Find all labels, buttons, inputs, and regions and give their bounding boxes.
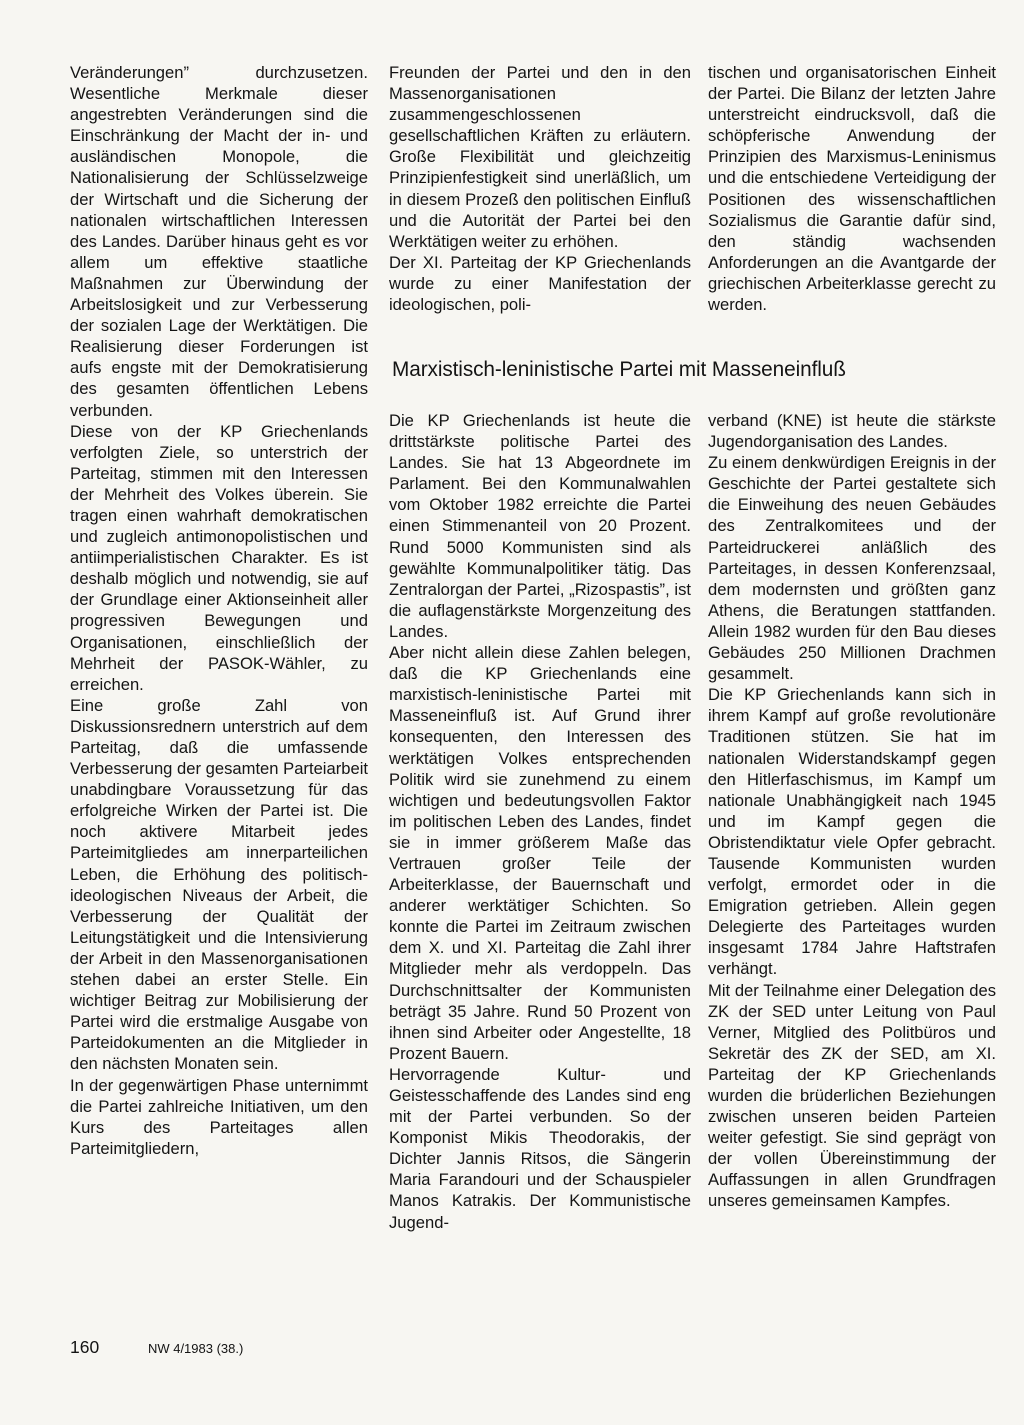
paragraph: Eine große Zahl von Diskussionsrednern unterstrich auf dem Parteitag, daß die umfassende Verbesserung der gesamten Parteiarbeit unabdingbare Voraussetzung für das erfolgreiche Wirken der Partei ist. Die noch aktivere Mitarbeit jedes Parteimitgliedes am innerparteilichen Leben, die Erhöhung des politisch-ideologischen Niveaus der Arbeit, die Verbesserung der Qualität der Leitungstätigkeit und die Intensivierung der Arbeit in den Massenorganisationen stehen dabei an erster Stelle. Ein wichtiger Beitrag zur Mobilisierung der Partei wird die erstmalige Ausgabe von Parteidokumenten an die Mitglieder in den nächsten Monaten sein. bbox=[70, 695, 368, 1074]
paragraph: Freunden der Partei und den in den Massenorganisationen zusammengeschlossenen gesellschaftlichen Kräften zu erläutern. Große Flexibilität und gleichzeitig Prinzipienfestigkeit sind unerläßlich, um in diesem Prozeß den politischen Einfluß und die Autorität der Partei bei den Werktätigen weiter zu erhöhen. bbox=[389, 63, 691, 251]
column-3-top bbox=[708, 62, 996, 315]
column-1 bbox=[70, 62, 368, 1159]
paragraph: tischen und organisatorischen Einheit der Partei. Die Bilanz der letzten Jahre unterstreicht eindrucksvoll, daß die schöpferische Anwendung der Prinzipien des Marxismus-Leninismus und die entschiedene Verteidigung der Positionen des wissenschaftlichen Sozialismus die Garantie dafür sind, den ständig wachsenden Anforderungen an die Avantgarde der griechischen Arbeiterklasse gerecht zu werden. bbox=[708, 63, 996, 315]
journal-reference: NW 4/1983 (38.) bbox=[147, 1341, 244, 1356]
paragraph: verband (KNE) ist heute die stärkste Jugendorganisation des Landes. bbox=[708, 411, 996, 452]
paragraph: Die KP Griechenlands kann sich in ihrem Kampf auf große revolutionäre Traditionen stützen. Sie hat im nationalen Widerstandskampf gegen den Hitlerfaschismus, im Kampf um nationale Unabhängigkeit nach 1945 und im Kampf gegen die Obristendiktatur viele Opfer gebracht. Tausende Kommunisten wurden verfolgt, ermordet oder in die Emigration getrieben. Allein gegen Delegierte des Parteitages wurden insgesamt 1784 Jahre Haftstrafen verhängt. bbox=[708, 685, 996, 979]
paragraph: Zu einem denkwürdigen Ereignis in der Geschichte der Partei gestaltete sich die Einweihung des neuen Gebäudes des Zentralkomitees und der Parteidruckerei anläßlich des Parteitages, in dessen Konferenzsaal, dem modernsten und größten ganz Athens, die Beratungen stattfanden. Allein 1982 wurden für den Bau dieses Gebäudes 250 Millionen Drachmen gesammelt. bbox=[708, 453, 996, 684]
page-number: 160 bbox=[70, 1337, 100, 1357]
paragraph: Diese von der KP Griechenlands verfolgten Ziele, so unterstrich der Parteitag, stimmen mit den Interessen der Mehrheit des Volkes überein. Sie tragen einen wahrhaft demokratischen und zugleich antimonopolistischen und antiimperialistischen Charakter. Es ist deshalb möglich und notwendig, sie auf der Grundlage einer Aktionseinheit aller progressiven Bewegungen und Organisationen, einschließlich der Mehrheit der PASOK-Wähler, zu erreichen. bbox=[70, 421, 368, 694]
paragraph: In der gegenwärtigen Phase unternimmt die Partei zahlreiche Initiativen, um den Kurs des Parteitages allen Parteimitgliedern, bbox=[70, 1075, 368, 1158]
paragraph: Hervorragende Kultur- und Geistesschaffende des Landes sind eng mit der Partei verbunden. So der Komponist Mikis Theodorakis, der Dichter Jannis Ritsos, die Sängerin Maria Farandouri und der Schauspieler Manos Katrakis. Der Kommunistische Jugend- bbox=[389, 1064, 691, 1232]
column-2-bottom bbox=[389, 410, 691, 1233]
paragraph: Die KP Griechenlands ist heute die drittstärkste politische Partei des Landes. Sie hat 13 Abgeordnete im Parlament. Bei den Kommunalwahlen vom Oktober 1982 erreichte die Partei einen Stimmenanteil von 20 Prozent. Rund 5000 Kommunisten sind als gewählte Kommunalpolitiker tätig. Das Zentralorgan der Partei, „Rizospastis”, ist die auflagenstärkste Morgenzeitung des Landes. bbox=[389, 411, 691, 641]
page-footer bbox=[70, 1337, 470, 1358]
paragraph: Veränderungen” durchzusetzen. Wesentliche Merkmale dieser angestrebten Veränderungen sind die Einschränkung der Macht der in- und ausländischen Monopole, die Nationalisierung der Schlüsselzweige der Wirtschaft und die Sicherung der nationalen wirtschaftlichen Interessen des Landes. Darüber hinaus geht es vor allem um effektive staatliche Maßnahmen zur Überwindung der Arbeitslosigkeit und zur Verbesserung der sozialen Lage der Werktätigen. Die Realisierung dieser Forderungen ist aufs engste mit der Demokratisierung des gesamten öffentlichen Lebens verbunden. bbox=[70, 63, 368, 420]
column-3-bottom bbox=[708, 410, 996, 1212]
paragraph: Der XI. Parteitag der KP Griechenlands wurde zu einer Manifestation der ideologischen, poli- bbox=[389, 252, 691, 315]
section-heading: Marxistisch-leninistische Partei mit Masseneinfluß bbox=[392, 358, 846, 381]
paragraph: Aber nicht allein diese Zahlen belegen, daß die KP Griechenlands eine marxistisch-leninistische Partei mit Masseneinfluß ist. Auf Grund ihrer konsequenten, den Interessen des werktätigen Volkes entsprechenden Politik wird sie zunehmend zu einem wichtigen und bedeutungsvollen Faktor im politischen Leben des Landes, findet sie in immer größerem Maße das Vertrauen großer Teile der Arbeiterklasse, der Bauernschaft und anderer werktätiger Schichten. So konnte die Partei im Zeitraum zwischen dem X. und XI. Parteitag die Zahl ihrer Mitglieder mehr als verdoppeln. Das Durchschnittsalter der Kommunisten beträgt 35 Jahre. Rund 50 Prozent von ihnen sind Arbeiter oder Angestellte, 18 Prozent Bauern. bbox=[389, 643, 691, 1063]
column-2-top bbox=[389, 62, 691, 315]
paragraph: Mit der Teilnahme einer Delegation des ZK der SED unter Leitung von Paul Verner, Mitglied des Politbüros und Sekretär des ZK der SED, am XI. Parteitag der KP Griechenlands wurden die brüderlichen Beziehungen zwischen unseren beiden Parteien weiter gefestigt. Sie sind geprägt von der vollen Übereinstimmung der Auffassungen in allen Grundfragen unseres gemeinsamen Kampfes. bbox=[708, 980, 996, 1211]
